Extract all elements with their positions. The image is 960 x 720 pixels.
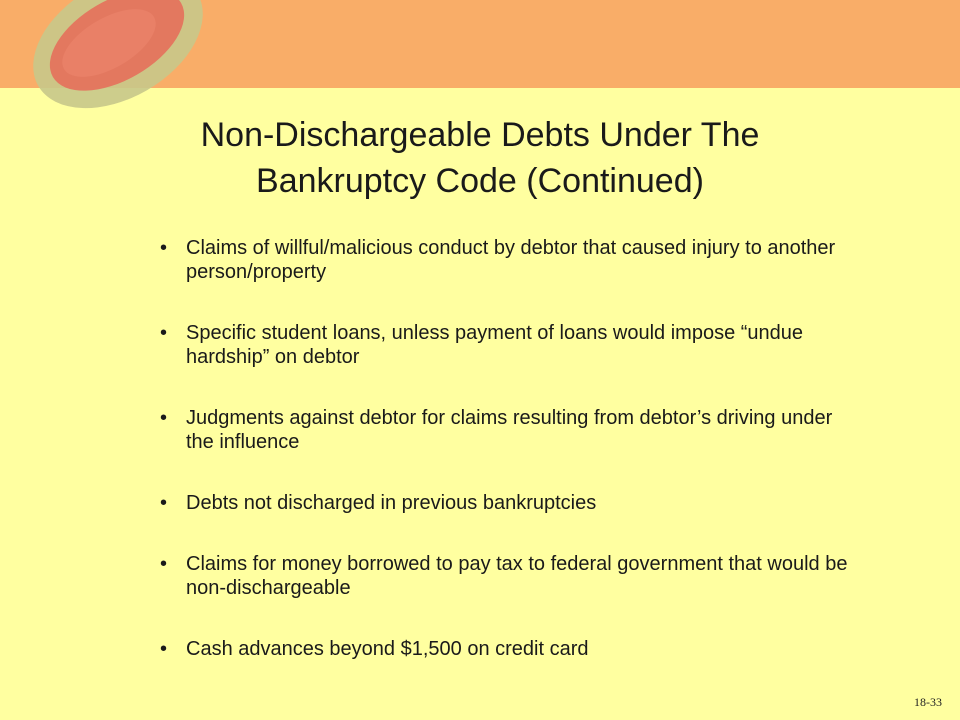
bullet-item [160,236,850,284]
bullet-dot-icon: • [160,237,168,259]
bullet-item [160,406,850,454]
bullet-dot-icon: • [160,492,168,514]
slide-title-line-1: Non-Dischargeable Debts Under The [200,116,760,154]
bullet-item [160,552,850,600]
bullet-item [160,321,850,369]
bullet-text: Judgments against debtor for claims resulting from debtor’s driving under the influence [186,407,833,453]
bullet-text: Specific student loans, unless payment of loans would impose “undue hardship” on debtor [186,322,804,368]
slide-title-line-2: Bankruptcy Code (Continued) [256,162,704,200]
bullet-dot-icon: • [160,553,168,575]
bullet-text: Debts not discharged in previous bankruptcies [186,492,597,514]
bullet-item [160,491,850,515]
bullet-text: Claims of willful/malicious conduct by debtor that caused injury to another person/property [186,237,836,283]
slide-title [80,112,880,204]
bullet-dot-icon: • [160,322,168,344]
page-number: 18-33 [914,695,942,709]
bullet-dot-icon: • [160,638,168,660]
bullet-text: Cash advances beyond $1,500 on credit card [186,638,589,660]
bullet-dot-icon: • [160,407,168,429]
bullet-text: Claims for money borrowed to pay tax to federal government that would be non-dischargeable [186,553,848,599]
bullet-list [160,236,850,661]
bullet-item [160,637,850,661]
